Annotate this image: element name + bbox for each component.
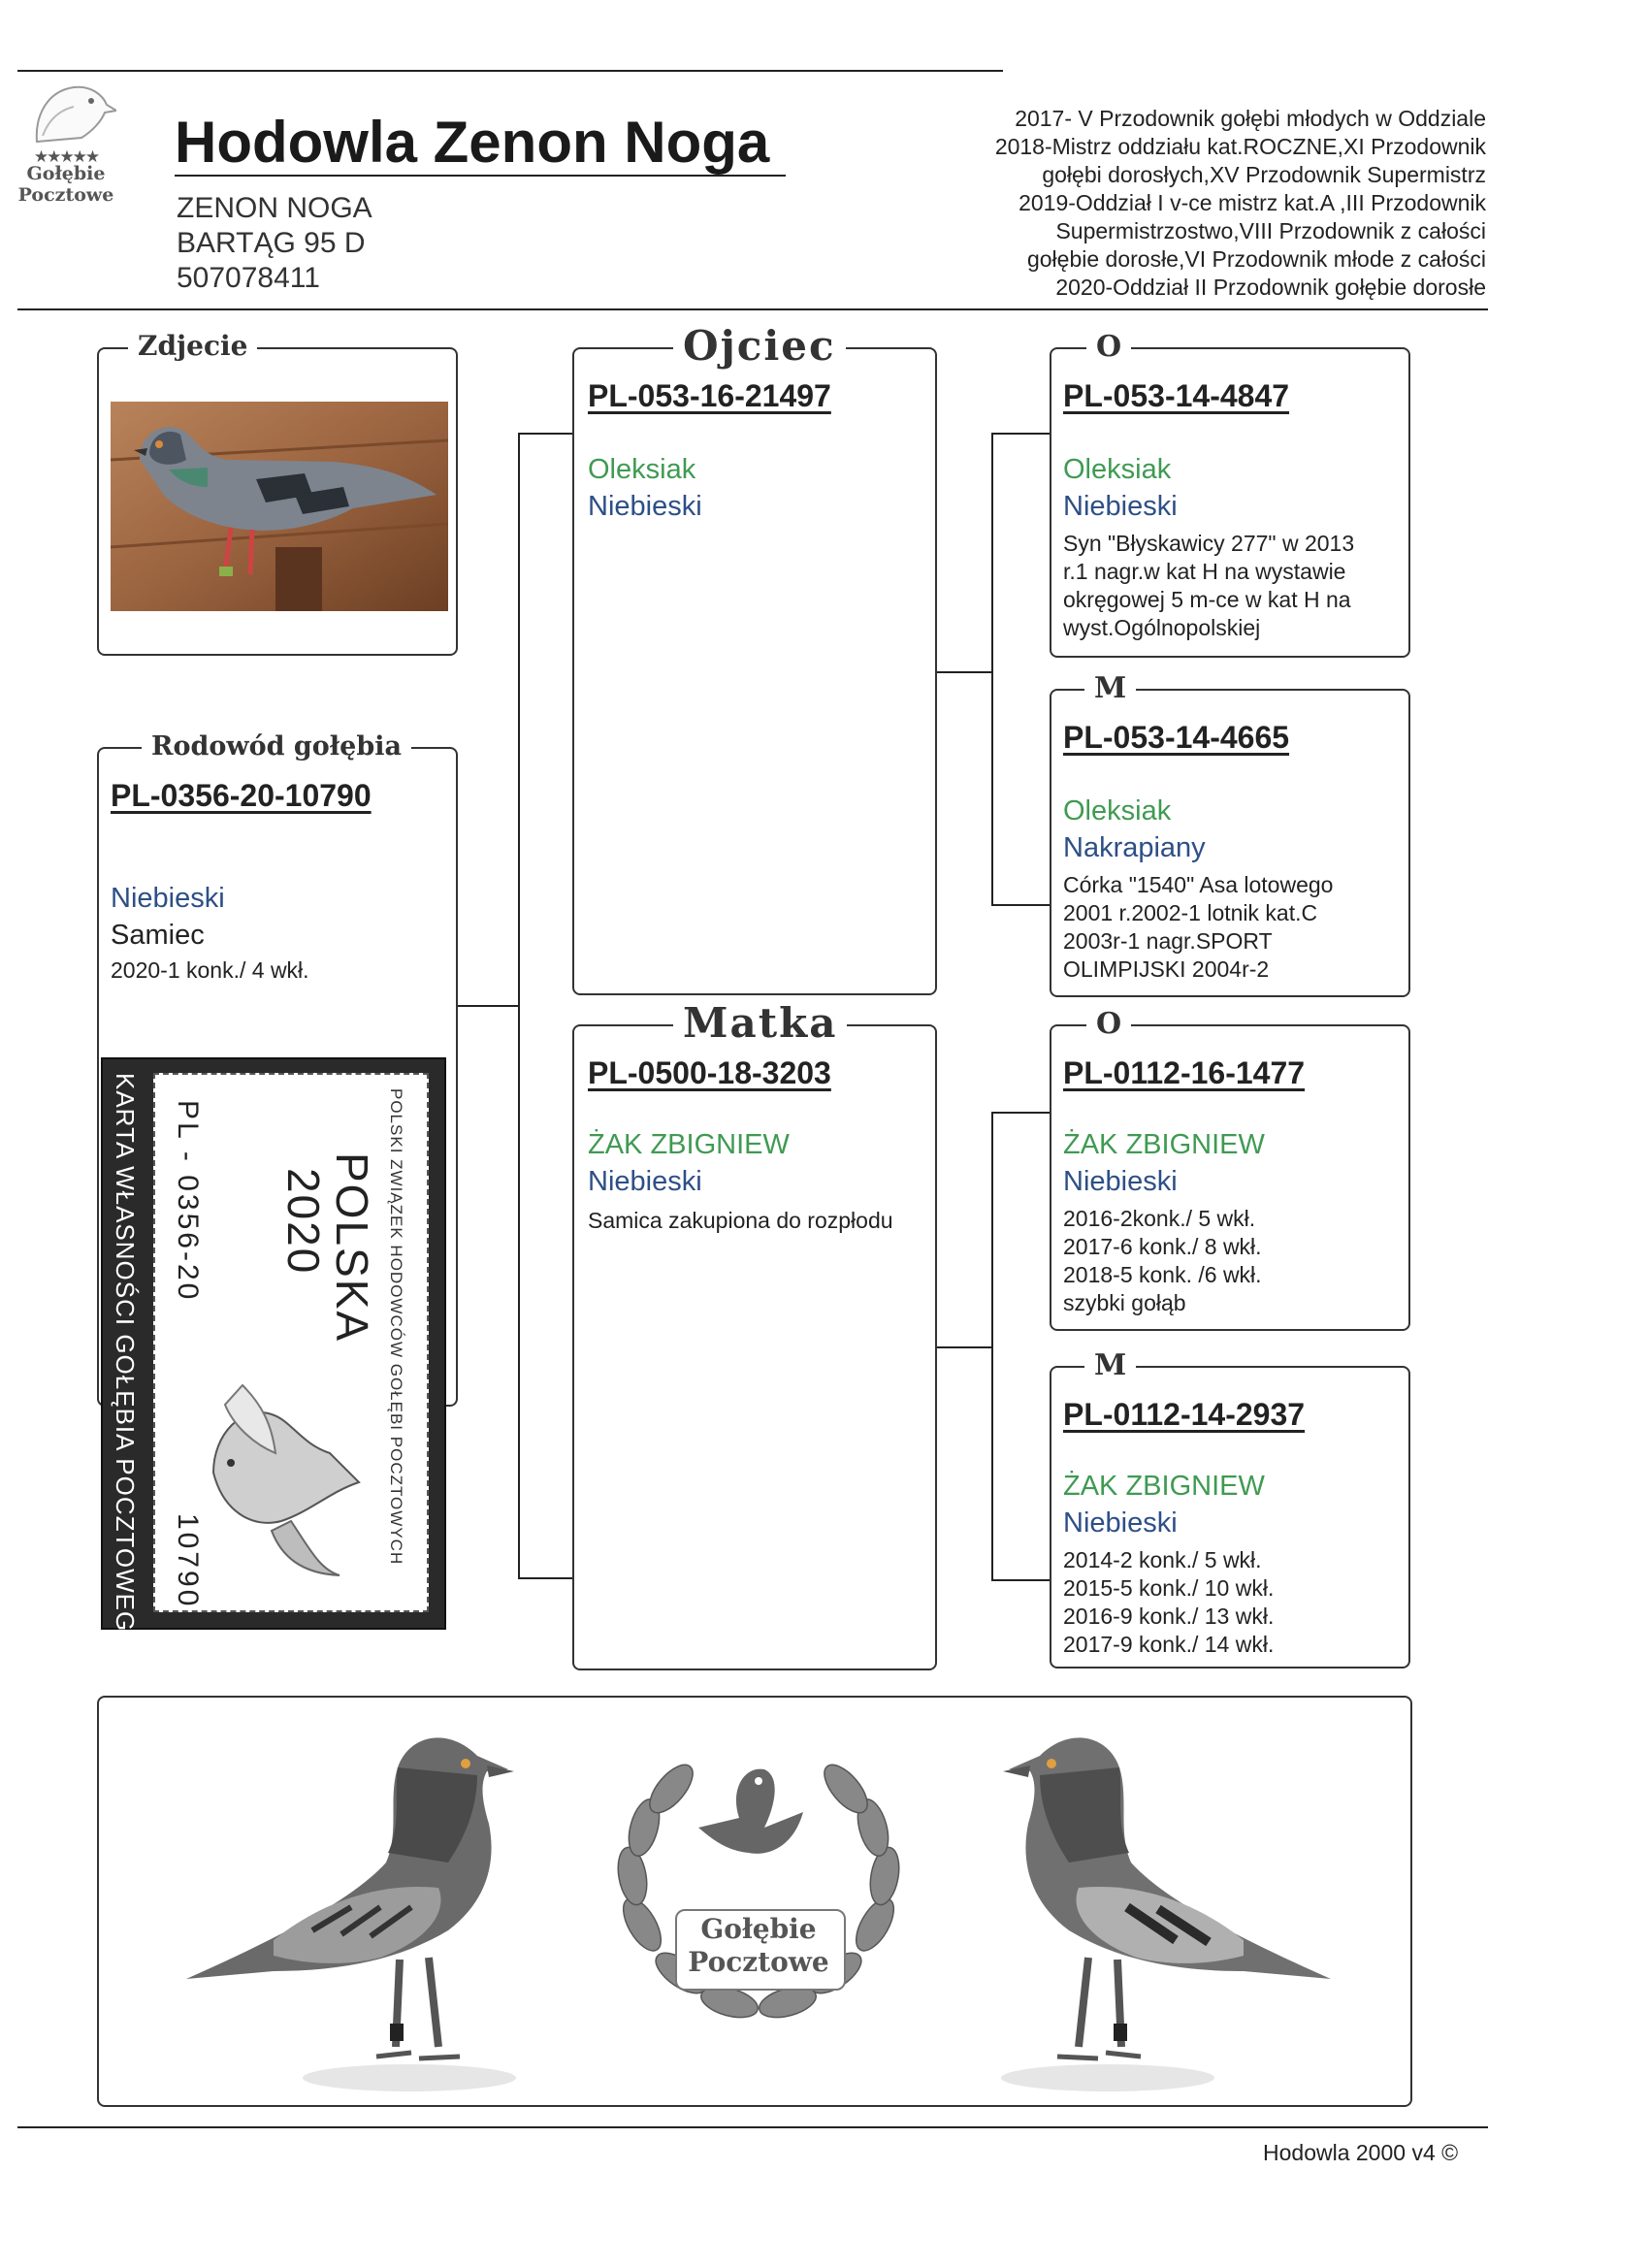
note-line: 2016-2konk./ 5 wkł.: [1063, 1206, 1256, 1231]
note-line: szybki gołąb: [1063, 1290, 1186, 1315]
ownership-card: [101, 1057, 446, 1653]
header-top-rule: [17, 70, 1003, 72]
mother-label: Matka: [673, 999, 847, 1047]
title-underline: [175, 175, 786, 177]
father-breeder: Oleksiak: [588, 454, 696, 485]
mf-notes: [1063, 1205, 1262, 1317]
photo-label: Zdjecie: [128, 330, 257, 362]
achievements: [854, 105, 1486, 308]
connector: [518, 433, 572, 435]
mm-notes: [1063, 1546, 1274, 1659]
laurel-wreath-icon: [574, 1731, 943, 2041]
header-bottom-rule: [17, 308, 1488, 310]
mm-breeder: ŻAK ZBIGNIEW: [1063, 1471, 1265, 1502]
connector: [518, 433, 520, 1577]
mm-color: Niebieski: [1063, 1507, 1178, 1539]
father-panel: [572, 322, 937, 995]
ff-breeder: Oleksiak: [1063, 454, 1172, 485]
pigeon-ring: PL-0356-20-10790: [111, 778, 372, 813]
mm-ring: PL-0112-14-2937: [1063, 1397, 1306, 1432]
connector: [991, 1112, 993, 1579]
connector: [991, 904, 1050, 906]
emblem: [574, 1731, 943, 2041]
note-line: okręgowej 5 m-ce w kat H na: [1063, 587, 1351, 612]
logo: [17, 78, 114, 204]
emblem-text-1: Gołębie: [700, 1913, 817, 1945]
photo-panel: [97, 330, 458, 656]
card-year: 2020: [278, 1168, 329, 1276]
footer-text: Hodowla 2000 v4 ©: [1263, 2140, 1459, 2165]
fm-color: Nakrapiany: [1063, 832, 1206, 863]
connector: [991, 1112, 1050, 1114]
note-line: 2017-9 konk./ 14 wkł.: [1063, 1632, 1275, 1657]
connector: [937, 1346, 991, 1348]
achievements-list: [995, 105, 1486, 302]
mother-breeder: ŻAK ZBIGNIEW: [588, 1129, 790, 1160]
mf-ring: PL-0112-16-1477: [1063, 1055, 1306, 1090]
illustration-panel: [97, 1696, 1412, 2107]
card-ring-number: 10790: [172, 1513, 204, 1609]
connector: [991, 433, 993, 904]
ff-label: O: [1086, 330, 1131, 364]
note-line: 2001 r.2002-1 lotnik kat.C: [1063, 900, 1318, 925]
emblem-text-2: Pocztowe: [688, 1946, 829, 1978]
card-country: POLSKA: [327, 1152, 377, 1344]
mf-breeder: ŻAK ZBIGNIEW: [1063, 1129, 1265, 1160]
connector: [991, 433, 1050, 435]
footer-rule: [17, 2126, 1488, 2128]
note-line: wyst.Ogólnopolskiej: [1063, 615, 1261, 640]
achievement-line: gołębie dorosłe,VI Przodownik młode z całości: [1026, 246, 1486, 272]
ff-color: Niebieski: [1063, 491, 1178, 522]
left-pigeon-illustration: [157, 1717, 584, 2105]
pigeon-photo: [111, 402, 448, 611]
connector: [458, 1005, 518, 1007]
mother-color: Niebieski: [588, 1166, 702, 1197]
logo-text-2: Pocztowe: [17, 184, 114, 206]
note-line: OLIMPIJSKI 2004r-2: [1063, 956, 1270, 982]
connector: [991, 1579, 1050, 1581]
mf-label: O: [1086, 1007, 1131, 1041]
achievement-line: Supermistrzostwo,VIII Przodownik z całości: [1055, 218, 1486, 243]
note-line: 2018-5 konk. /6 wkł.: [1063, 1262, 1262, 1287]
ff-panel: [1050, 330, 1410, 658]
fm-panel: [1050, 671, 1410, 997]
mf-color: Niebieski: [1063, 1166, 1178, 1197]
father-color: Niebieski: [588, 491, 702, 522]
fm-notes: [1063, 871, 1333, 984]
mother-ring: PL-0500-18-3203: [588, 1055, 831, 1090]
note-line: r.1 nagr.w kat H na wystawie: [1063, 559, 1346, 584]
page-title: Hodowla Zenon Noga: [175, 110, 770, 175]
note-line: 2015-5 konk./ 10 wkł.: [1063, 1575, 1275, 1601]
father-label: Ojciec: [673, 322, 846, 370]
card-pigeon-illustration: [175, 1366, 369, 1579]
fm-breeder: Oleksiak: [1063, 795, 1172, 826]
pigeon-head-icon: [23, 78, 116, 147]
connector: [937, 671, 991, 673]
note-line: Syn "Błyskawicy 277" w 2013: [1063, 531, 1355, 556]
note-line: Córka "1540" Asa lotowego: [1063, 872, 1334, 897]
pigeon-sex: Samiec: [111, 920, 205, 951]
achievement-line: gołębi dorosłych,XV Przodownik Supermistrz: [1042, 162, 1486, 187]
note-line: 2014-2 konk./ 5 wkł.: [1063, 1547, 1262, 1572]
mf-panel: [1050, 1007, 1410, 1331]
owner-address: BARTĄG 95 D: [177, 227, 366, 259]
card-inner: [153, 1073, 429, 1612]
owner-phone: 507078411: [177, 262, 320, 294]
achievement-line: 2017- V Przodownik gołębi młodych w Oddziale: [1015, 106, 1486, 131]
card-union: POLSKI ZWIĄZEK HODOWCÓW GOŁĘBI POCZTOWYCH: [387, 1088, 405, 1566]
achievement-line: 2018-Mistrz oddziału kat.ROCZNE,XI Przodownik: [994, 134, 1486, 159]
logo-stars: ★★★★★: [33, 147, 99, 166]
card-ring-prefix: PL - 0356-20: [172, 1100, 204, 1303]
card-title: KARTA WŁASNOŚCI GOŁĘBIA POCZTOWEGO: [111, 1073, 140, 1653]
connector: [518, 1577, 572, 1579]
fm-label: M: [1084, 671, 1136, 705]
achievement-line: 2019-Oddział I v-ce mistrz kat.A ,III Przodownik: [1018, 190, 1486, 215]
pigeon-label: Rodowód gołębia: [142, 731, 411, 761]
logo-text-1: Gołębie: [26, 163, 106, 184]
mother-note: Samica zakupiona do rozpłodu: [588, 1208, 893, 1233]
mother-panel: [572, 999, 937, 1670]
achievement-line: 2020-Oddział II Przodownik gołębie dorosłe: [1055, 275, 1486, 300]
mm-label: M: [1084, 1348, 1136, 1382]
ff-notes: [1063, 530, 1354, 642]
owner-name: ZENON NOGA: [177, 192, 372, 224]
pigeon-color: Niebieski: [111, 883, 225, 914]
right-pigeon-illustration: [933, 1717, 1360, 2105]
ff-ring: PL-053-14-4847: [1063, 378, 1290, 413]
mm-panel: [1050, 1348, 1410, 1669]
note-line: 2003r-1 nagr.SPORT: [1063, 928, 1273, 954]
fm-ring: PL-053-14-4665: [1063, 720, 1290, 755]
note-line: 2016-9 konk./ 13 wkł.: [1063, 1604, 1275, 1629]
note-line: 2017-6 konk./ 8 wkł.: [1063, 1234, 1262, 1259]
father-ring: PL-053-16-21497: [588, 378, 831, 413]
pigeon-note: 2020-1 konk./ 4 wkł.: [111, 957, 309, 983]
